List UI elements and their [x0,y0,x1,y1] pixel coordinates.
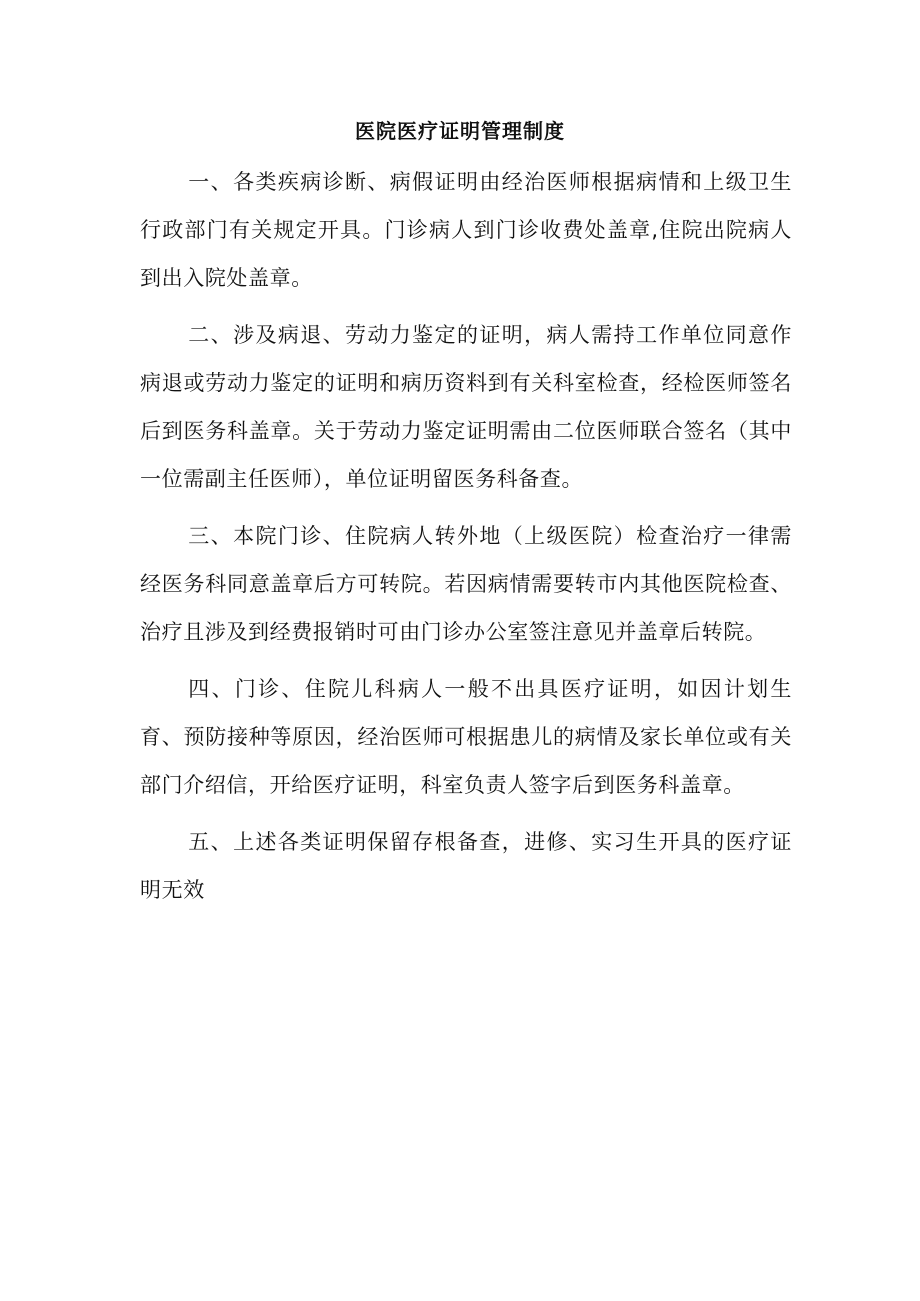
document-body [140,158,792,923]
paragraph-2: 二、涉及病退、劳动力鉴定的证明，病人需持工作单位同意作病退或劳动力鉴定的证明和病历资料到有关科室检查，经检医师签名后到医务科盖章。关于劳动力鉴定证明需由二位医师联合签名（其中一位需副主任医师），单位证明留医务科备查。 [140,323,792,491]
document-title: 医院医疗证明管理制度 [355,119,565,143]
paragraph-5: 五、上述各类证明保留存根备查，进修、实习生开具的医疗证明无效 [140,830,792,902]
paragraph-3: 三、本院门诊、住院病人转外地（上级医院）检查治疗一律需经医务科同意盖章后方可转院。若因病情需要转市内其他医院检查、治疗且涉及到经费报销时可由门诊办公室签注意见并盖章后转院。 [140,524,792,644]
paragraph-4: 四、门诊、住院儿科病人一般不出具医疗证明，如因计划生育、预防接种等原因，经治医师可根据患儿的病情及家长单位或有关部门介绍信，开给医疗证明，科室负责人签字后到医务科盖章。 [140,677,792,797]
paragraph-1: 一、各类疾病诊断、病假证明由经治医师根据病情和上级卫生行政部门有关规定开具。门诊病人到门诊收费处盖章,住院出院病人到出入院处盖章。 [140,170,792,290]
